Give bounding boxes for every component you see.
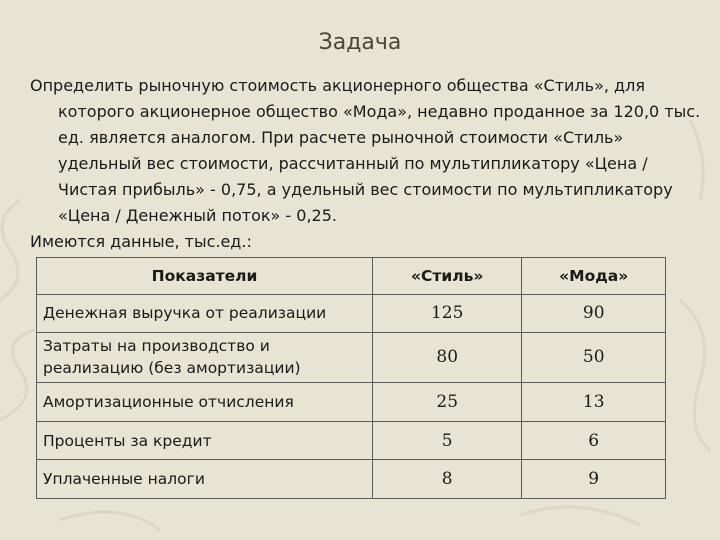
task-description bbox=[30, 73, 702, 255]
value-stil: 80 bbox=[373, 332, 522, 383]
row-name: Уплаченные налоги bbox=[37, 460, 373, 499]
table-row bbox=[37, 332, 666, 383]
row-name: Проценты за кредит bbox=[37, 421, 373, 460]
header-moda: «Мода» bbox=[522, 258, 666, 295]
value-moda: 13 bbox=[522, 383, 666, 422]
table-header-row bbox=[37, 258, 666, 295]
data-intro: Имеются данные, тыс.ед.: bbox=[30, 232, 252, 251]
table-row bbox=[37, 460, 666, 499]
task-text: Определить рыночную стоимость акционерного общества «Стиль», для которого акционерное общество «Мода», недавно проданное за 120,0 тыс. ед. является аналогом. При расчете рыночной стоимости «Стиль» удельный вес стоимости, рассчитанный по мультипликатору «Цена / Чистая прибыль» - 0,75, а удельный вес стоимости по мультипликатору «Цена / Денежный поток» - 0,25. bbox=[30, 76, 701, 225]
table-row bbox=[37, 295, 666, 333]
value-moda: 9 bbox=[522, 460, 666, 499]
data-table bbox=[36, 257, 666, 499]
row-name: Затраты на производство и реализацию (без амортизации) bbox=[37, 332, 373, 383]
row-name: Денежная выручка от реализации bbox=[37, 295, 373, 333]
value-stil: 25 bbox=[373, 383, 522, 422]
slide-title: Задача bbox=[318, 30, 402, 55]
header-indicators: Показатели bbox=[37, 258, 373, 295]
header-stil: «Стиль» bbox=[373, 258, 522, 295]
row-name: Амортизационные отчисления bbox=[37, 383, 373, 422]
value-moda: 50 bbox=[522, 332, 666, 383]
value-moda: 6 bbox=[522, 421, 666, 460]
value-stil: 125 bbox=[373, 295, 522, 333]
value-stil: 8 bbox=[373, 460, 522, 499]
table-row bbox=[37, 421, 666, 460]
value-stil: 5 bbox=[373, 421, 522, 460]
table-row bbox=[37, 383, 666, 422]
value-moda: 90 bbox=[522, 295, 666, 333]
